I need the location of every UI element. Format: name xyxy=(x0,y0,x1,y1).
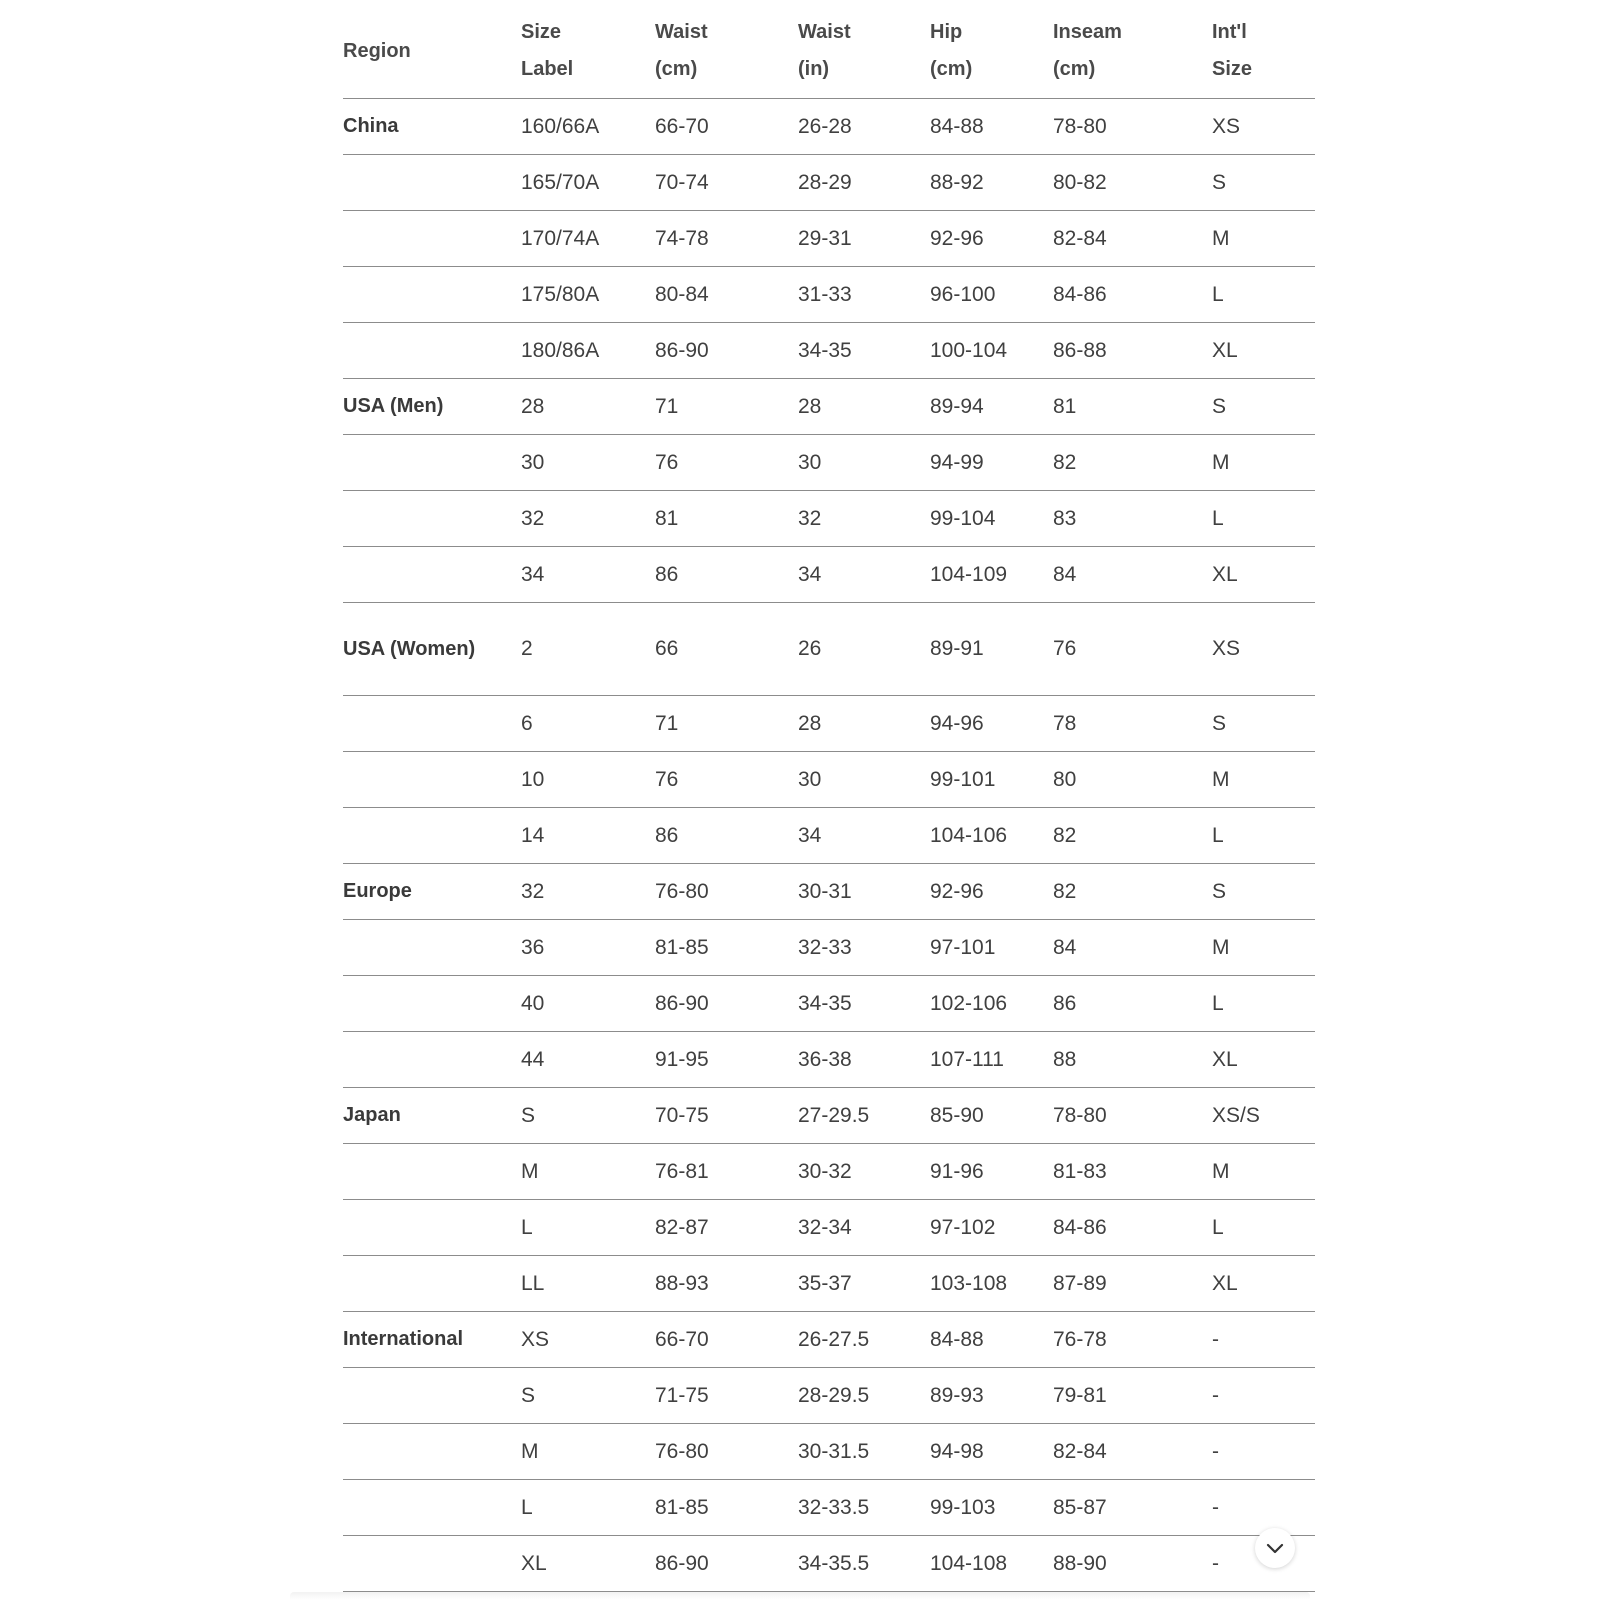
region-cell xyxy=(343,267,521,323)
hip-cm-cell: 99-103 xyxy=(930,1480,1053,1536)
waist-in-cell: 30 xyxy=(798,435,930,491)
waist-in-cell: 36-38 xyxy=(798,1032,930,1088)
size-label-cell: 165/70A xyxy=(521,155,655,211)
size-label-cell: 36 xyxy=(521,920,655,976)
waist-in-cell: 30 xyxy=(798,752,930,808)
region-cell: Europe xyxy=(343,864,521,920)
inseam-cm-cell: 84 xyxy=(1053,547,1212,603)
size-label-cell: 6 xyxy=(521,696,655,752)
hip-cm-cell: 99-101 xyxy=(930,752,1053,808)
inseam-cm-cell: 76 xyxy=(1053,603,1212,696)
hip-cm-cell: 89-93 xyxy=(930,1368,1053,1424)
region-cell xyxy=(343,920,521,976)
inseam-cm-cell: 86 xyxy=(1053,976,1212,1032)
inseam-cm-cell: 82 xyxy=(1053,808,1212,864)
size-label-cell: 28 xyxy=(521,379,655,435)
waist-cm-cell: 76-81 xyxy=(655,1144,798,1200)
intl-size-cell: - xyxy=(1212,1424,1315,1480)
table-row xyxy=(343,976,1315,1032)
waist-cm-cell: 76-80 xyxy=(655,1424,798,1480)
waist-in-cell: 34-35 xyxy=(798,976,930,1032)
inseam-cm-cell: 80-82 xyxy=(1053,155,1212,211)
waist-in-cell: 26 xyxy=(798,603,930,696)
header-hip-cm: Hip (cm) xyxy=(930,14,1053,99)
waist-cm-cell: 70-75 xyxy=(655,1088,798,1144)
table-row xyxy=(343,267,1315,323)
size-label-cell: LL xyxy=(521,1256,655,1312)
hip-cm-cell: 94-99 xyxy=(930,435,1053,491)
inseam-cm-cell: 82 xyxy=(1053,435,1212,491)
hip-cm-cell: 104-106 xyxy=(930,808,1053,864)
table-body xyxy=(343,99,1315,1592)
inseam-cm-cell: 82 xyxy=(1053,864,1212,920)
region-cell xyxy=(343,808,521,864)
header-intl-size: Int'l Size xyxy=(1212,14,1315,99)
header-waist-cm: Waist (cm) xyxy=(655,14,798,99)
waist-cm-cell: 80-84 xyxy=(655,267,798,323)
region-cell xyxy=(343,1200,521,1256)
intl-size-cell: S xyxy=(1212,696,1315,752)
hip-cm-cell: 88-92 xyxy=(930,155,1053,211)
inseam-cm-cell: 80 xyxy=(1053,752,1212,808)
waist-cm-cell: 66-70 xyxy=(655,1312,798,1368)
waist-in-cell: 34 xyxy=(798,808,930,864)
intl-size-cell: L xyxy=(1212,491,1315,547)
intl-size-cell: M xyxy=(1212,920,1315,976)
size-label-cell: L xyxy=(521,1200,655,1256)
waist-cm-cell: 76 xyxy=(655,752,798,808)
intl-size-cell: - xyxy=(1212,1368,1315,1424)
hip-cm-cell: 84-88 xyxy=(930,1312,1053,1368)
table-row xyxy=(343,1200,1315,1256)
header-region: Region xyxy=(343,14,521,99)
waist-cm-cell: 71 xyxy=(655,379,798,435)
region-cell xyxy=(343,1368,521,1424)
size-label-cell: S xyxy=(521,1368,655,1424)
region-cell xyxy=(343,323,521,379)
hip-cm-cell: 107-111 xyxy=(930,1032,1053,1088)
size-label-cell: 34 xyxy=(521,547,655,603)
waist-cm-cell: 71 xyxy=(655,696,798,752)
waist-in-cell: 34 xyxy=(798,547,930,603)
waist-cm-cell: 91-95 xyxy=(655,1032,798,1088)
table-row xyxy=(343,1536,1315,1592)
table-row xyxy=(343,1256,1315,1312)
intl-size-cell: M xyxy=(1212,211,1315,267)
inseam-cm-cell: 86-88 xyxy=(1053,323,1212,379)
size-label-cell: 180/86A xyxy=(521,323,655,379)
intl-size-cell: L xyxy=(1212,808,1315,864)
hip-cm-cell: 89-94 xyxy=(930,379,1053,435)
inseam-cm-cell: 87-89 xyxy=(1053,1256,1212,1312)
waist-in-cell: 32-33 xyxy=(798,920,930,976)
waist-in-cell: 29-31 xyxy=(798,211,930,267)
hip-cm-cell: 97-101 xyxy=(930,920,1053,976)
table-row xyxy=(343,99,1315,155)
size-label-cell: 32 xyxy=(521,864,655,920)
waist-in-cell: 30-31 xyxy=(798,864,930,920)
inseam-cm-cell: 82-84 xyxy=(1053,211,1212,267)
table-row xyxy=(343,1312,1315,1368)
table-header-row xyxy=(343,14,1315,99)
waist-in-cell: 26-27.5 xyxy=(798,1312,930,1368)
region-cell xyxy=(343,1144,521,1200)
waist-in-cell: 32-34 xyxy=(798,1200,930,1256)
table-row xyxy=(343,491,1315,547)
waist-in-cell: 28-29 xyxy=(798,155,930,211)
size-label-cell: M xyxy=(521,1144,655,1200)
size-label-cell: S xyxy=(521,1088,655,1144)
region-cell xyxy=(343,547,521,603)
region-cell xyxy=(343,696,521,752)
page-bottom-edge xyxy=(290,1592,1310,1600)
waist-cm-cell: 70-74 xyxy=(655,155,798,211)
inseam-cm-cell: 81-83 xyxy=(1053,1144,1212,1200)
region-cell xyxy=(343,752,521,808)
waist-cm-cell: 81 xyxy=(655,491,798,547)
inseam-cm-cell: 88 xyxy=(1053,1032,1212,1088)
intl-size-cell: XL xyxy=(1212,1256,1315,1312)
waist-cm-cell: 82-87 xyxy=(655,1200,798,1256)
size-label-cell: XS xyxy=(521,1312,655,1368)
intl-size-cell: L xyxy=(1212,976,1315,1032)
intl-size-cell: M xyxy=(1212,435,1315,491)
intl-size-cell: L xyxy=(1212,267,1315,323)
table-row xyxy=(343,696,1315,752)
intl-size-cell: - xyxy=(1212,1536,1315,1592)
waist-in-cell: 28-29.5 xyxy=(798,1368,930,1424)
intl-size-cell: M xyxy=(1212,1144,1315,1200)
waist-in-cell: 30-31.5 xyxy=(798,1424,930,1480)
inseam-cm-cell: 78-80 xyxy=(1053,99,1212,155)
header-size-label: Size Label xyxy=(521,14,655,99)
scroll-down-button[interactable] xyxy=(1255,1528,1295,1568)
size-label-cell: L xyxy=(521,1480,655,1536)
region-cell xyxy=(343,491,521,547)
inseam-cm-cell: 84 xyxy=(1053,920,1212,976)
size-label-cell: 10 xyxy=(521,752,655,808)
region-cell: Japan xyxy=(343,1088,521,1144)
waist-cm-cell: 76-80 xyxy=(655,864,798,920)
waist-in-cell: 26-28 xyxy=(798,99,930,155)
table-row xyxy=(343,379,1315,435)
hip-cm-cell: 96-100 xyxy=(930,267,1053,323)
header-waist-in: Waist (in) xyxy=(798,14,930,99)
intl-size-cell: - xyxy=(1212,1312,1315,1368)
waist-cm-cell: 86-90 xyxy=(655,323,798,379)
region-cell: USA (Men) xyxy=(343,379,521,435)
intl-size-cell: XS xyxy=(1212,603,1315,696)
waist-in-cell: 28 xyxy=(798,696,930,752)
inseam-cm-cell: 84-86 xyxy=(1053,1200,1212,1256)
size-label-cell: 2 xyxy=(521,603,655,696)
size-label-cell: 32 xyxy=(521,491,655,547)
inseam-cm-cell: 81 xyxy=(1053,379,1212,435)
waist-cm-cell: 88-93 xyxy=(655,1256,798,1312)
inseam-cm-cell: 78-80 xyxy=(1053,1088,1212,1144)
table-row xyxy=(343,1144,1315,1200)
inseam-cm-cell: 79-81 xyxy=(1053,1368,1212,1424)
size-chart-table xyxy=(343,14,1315,1592)
region-cell xyxy=(343,1424,521,1480)
intl-size-cell: S xyxy=(1212,864,1315,920)
table-row xyxy=(343,1424,1315,1480)
table-row xyxy=(343,1088,1315,1144)
waist-in-cell: 32-33.5 xyxy=(798,1480,930,1536)
waist-cm-cell: 66 xyxy=(655,603,798,696)
size-label-cell: XL xyxy=(521,1536,655,1592)
table-row xyxy=(343,211,1315,267)
hip-cm-cell: 102-106 xyxy=(930,976,1053,1032)
region-cell xyxy=(343,435,521,491)
chevron-down-icon xyxy=(1266,1542,1284,1554)
hip-cm-cell: 94-96 xyxy=(930,696,1053,752)
size-label-cell: 40 xyxy=(521,976,655,1032)
inseam-cm-cell: 83 xyxy=(1053,491,1212,547)
hip-cm-cell: 84-88 xyxy=(930,99,1053,155)
inseam-cm-cell: 82-84 xyxy=(1053,1424,1212,1480)
inseam-cm-cell: 88-90 xyxy=(1053,1536,1212,1592)
table-row xyxy=(343,752,1315,808)
hip-cm-cell: 103-108 xyxy=(930,1256,1053,1312)
hip-cm-cell: 92-96 xyxy=(930,211,1053,267)
waist-in-cell: 28 xyxy=(798,379,930,435)
size-label-cell: 170/74A xyxy=(521,211,655,267)
intl-size-cell: M xyxy=(1212,752,1315,808)
region-cell xyxy=(343,1256,521,1312)
table-row xyxy=(343,155,1315,211)
region-cell xyxy=(343,211,521,267)
size-chart-table-container xyxy=(343,14,1315,1592)
waist-in-cell: 32 xyxy=(798,491,930,547)
region-cell: China xyxy=(343,99,521,155)
waist-in-cell: 34-35 xyxy=(798,323,930,379)
inseam-cm-cell: 85-87 xyxy=(1053,1480,1212,1536)
region-cell: International xyxy=(343,1312,521,1368)
intl-size-cell: XL xyxy=(1212,547,1315,603)
waist-cm-cell: 86-90 xyxy=(655,1536,798,1592)
hip-cm-cell: 85-90 xyxy=(930,1088,1053,1144)
table-row xyxy=(343,547,1315,603)
region-cell xyxy=(343,976,521,1032)
table-row xyxy=(343,323,1315,379)
waist-cm-cell: 81-85 xyxy=(655,1480,798,1536)
intl-size-cell: XL xyxy=(1212,323,1315,379)
waist-in-cell: 34-35.5 xyxy=(798,1536,930,1592)
size-label-cell: 30 xyxy=(521,435,655,491)
size-label-cell: 175/80A xyxy=(521,267,655,323)
hip-cm-cell: 92-96 xyxy=(930,864,1053,920)
intl-size-cell: XS xyxy=(1212,99,1315,155)
size-label-cell: 14 xyxy=(521,808,655,864)
hip-cm-cell: 100-104 xyxy=(930,323,1053,379)
waist-in-cell: 35-37 xyxy=(798,1256,930,1312)
intl-size-cell: S xyxy=(1212,379,1315,435)
intl-size-cell: S xyxy=(1212,155,1315,211)
waist-cm-cell: 81-85 xyxy=(655,920,798,976)
size-label-cell: 44 xyxy=(521,1032,655,1088)
table-row xyxy=(343,1032,1315,1088)
intl-size-cell: L xyxy=(1212,1200,1315,1256)
hip-cm-cell: 104-108 xyxy=(930,1536,1053,1592)
hip-cm-cell: 89-91 xyxy=(930,603,1053,696)
waist-cm-cell: 86-90 xyxy=(655,976,798,1032)
size-label-cell: 160/66A xyxy=(521,99,655,155)
hip-cm-cell: 104-109 xyxy=(930,547,1053,603)
region-cell xyxy=(343,1536,521,1592)
inseam-cm-cell: 76-78 xyxy=(1053,1312,1212,1368)
region-cell xyxy=(343,1480,521,1536)
table-row xyxy=(343,1368,1315,1424)
hip-cm-cell: 94-98 xyxy=(930,1424,1053,1480)
table-row xyxy=(343,808,1315,864)
hip-cm-cell: 99-104 xyxy=(930,491,1053,547)
waist-in-cell: 31-33 xyxy=(798,267,930,323)
waist-cm-cell: 86 xyxy=(655,808,798,864)
hip-cm-cell: 91-96 xyxy=(930,1144,1053,1200)
waist-cm-cell: 76 xyxy=(655,435,798,491)
intl-size-cell: XS/S xyxy=(1212,1088,1315,1144)
waist-in-cell: 27-29.5 xyxy=(798,1088,930,1144)
intl-size-cell: - xyxy=(1212,1480,1315,1536)
size-label-cell: M xyxy=(521,1424,655,1480)
intl-size-cell: XL xyxy=(1212,1032,1315,1088)
waist-cm-cell: 66-70 xyxy=(655,99,798,155)
inseam-cm-cell: 78 xyxy=(1053,696,1212,752)
waist-cm-cell: 86 xyxy=(655,547,798,603)
header-inseam-cm: Inseam (cm) xyxy=(1053,14,1212,99)
hip-cm-cell: 97-102 xyxy=(930,1200,1053,1256)
region-cell xyxy=(343,1032,521,1088)
inseam-cm-cell: 84-86 xyxy=(1053,267,1212,323)
table-row xyxy=(343,603,1315,696)
table-row xyxy=(343,864,1315,920)
region-cell: USA (Women) xyxy=(343,603,521,696)
waist-cm-cell: 71-75 xyxy=(655,1368,798,1424)
table-row xyxy=(343,435,1315,491)
waist-cm-cell: 74-78 xyxy=(655,211,798,267)
region-cell xyxy=(343,155,521,211)
waist-in-cell: 30-32 xyxy=(798,1144,930,1200)
table-row xyxy=(343,1480,1315,1536)
table-row xyxy=(343,920,1315,976)
